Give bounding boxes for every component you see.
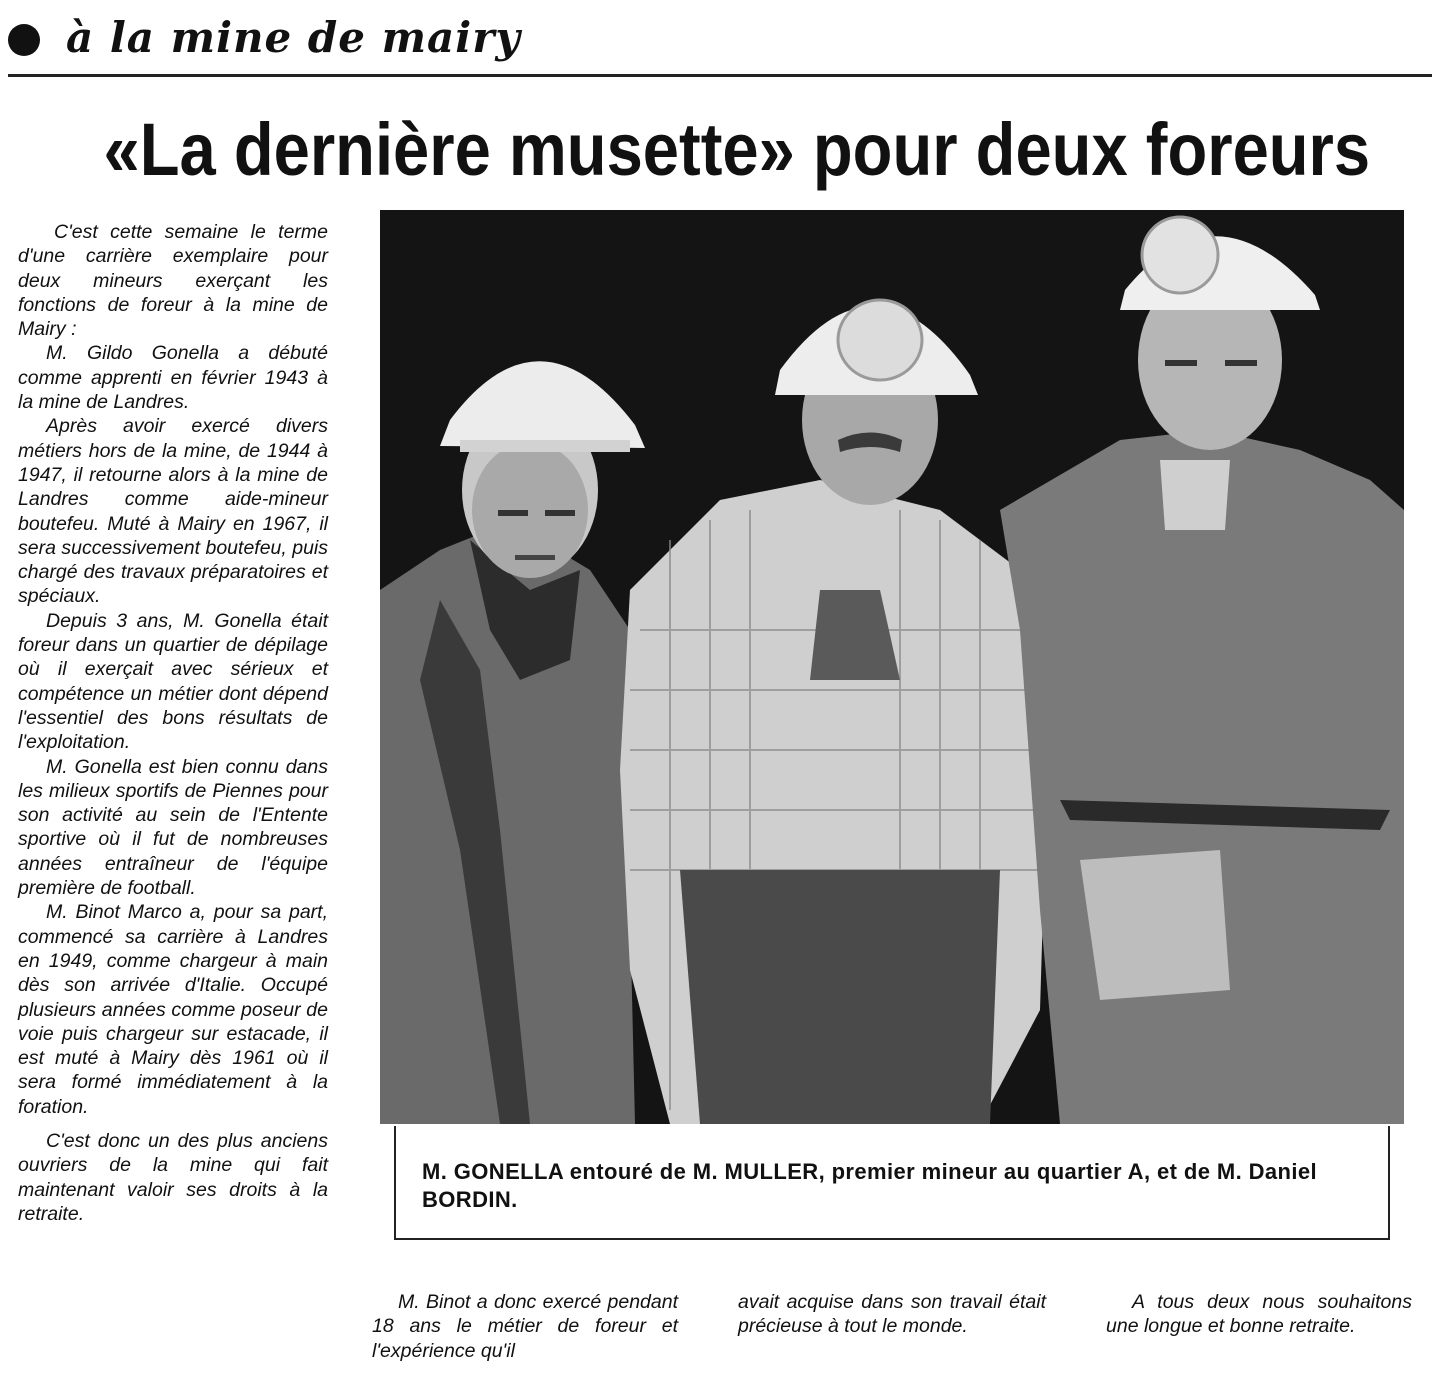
paragraph: C'est cette semaine le terme d'une carrière exemplaire pour deux mineurs exerçant les fonctions de foreur à la mine de Mairy : — [18, 221, 328, 341]
bottom-column-2 — [738, 1290, 1046, 1339]
lead-column — [18, 220, 328, 1226]
paragraph: C'est donc un des plus anciens ouvriers de la mine qui fait maintenant valoir ses droits à la retraite. — [18, 1129, 328, 1225]
miners-photo — [380, 210, 1404, 1124]
article-headline: «La dernière musette» pour deux foreurs — [103, 108, 1371, 191]
bullet-icon — [8, 24, 40, 56]
paragraph: Après avoir exercé divers métiers hors de la mine, de 1944 à 1947, il retourne alors à la mine de Landres comme aide-mineur boutefeu. Muté à Mairy en 1967, il sera successivement boutefeu, puis chargé des travaux préparatoires et spéciaux. — [18, 415, 329, 608]
paragraph: avait acquise dans son travail était précieuse à tout le monde. — [738, 1291, 1046, 1338]
paragraph: M. Gildo Gonella a débuté comme apprenti en février 1943 à la mine de Landres. — [18, 342, 328, 414]
photo-caption-box — [394, 1126, 1390, 1240]
paragraph: A tous deux nous souhaitons une longue et bonne retraite. — [1106, 1291, 1412, 1338]
photo-caption: M. GONELLA entouré de M. MULLER, premier mineur au quartier A, et de M. Daniel BORDIN. — [422, 1159, 1318, 1212]
section-kicker: à la mine de mairy — [66, 13, 521, 62]
header-rule — [8, 74, 1432, 77]
paragraph: M. Binot Marco a, pour sa part, commencé sa carrière à Landres en 1949, comme chargeur à main dès son arrivée d'Italie. Occupé plusieurs années comme poseur de voie puis chargeur sur estacade, il est muté à Mairy dès 1961 où il sera formé immédiatement à la foration. — [18, 901, 328, 1118]
paragraph: M. Binot a donc exercé pendant 18 ans le métier de foreur et l'expérience qu'il — [372, 1291, 678, 1362]
paragraph: M. Gonella est bien connu dans les milieux sportifs de Piennes pour son activité au sein de l'Entente sportive où il fut de nombreuses années entraîneur de l'équipe première de football. — [18, 755, 328, 900]
bottom-column-3 — [1106, 1290, 1412, 1339]
bottom-column-1 — [372, 1290, 678, 1363]
paragraph: Depuis 3 ans, M. Gonella était foreur dans un quartier de dépilage où il exerçait avec sérieux et compétence un métier dont dépend l'essentiel des bons résultats de l'exploitation. — [18, 609, 328, 754]
